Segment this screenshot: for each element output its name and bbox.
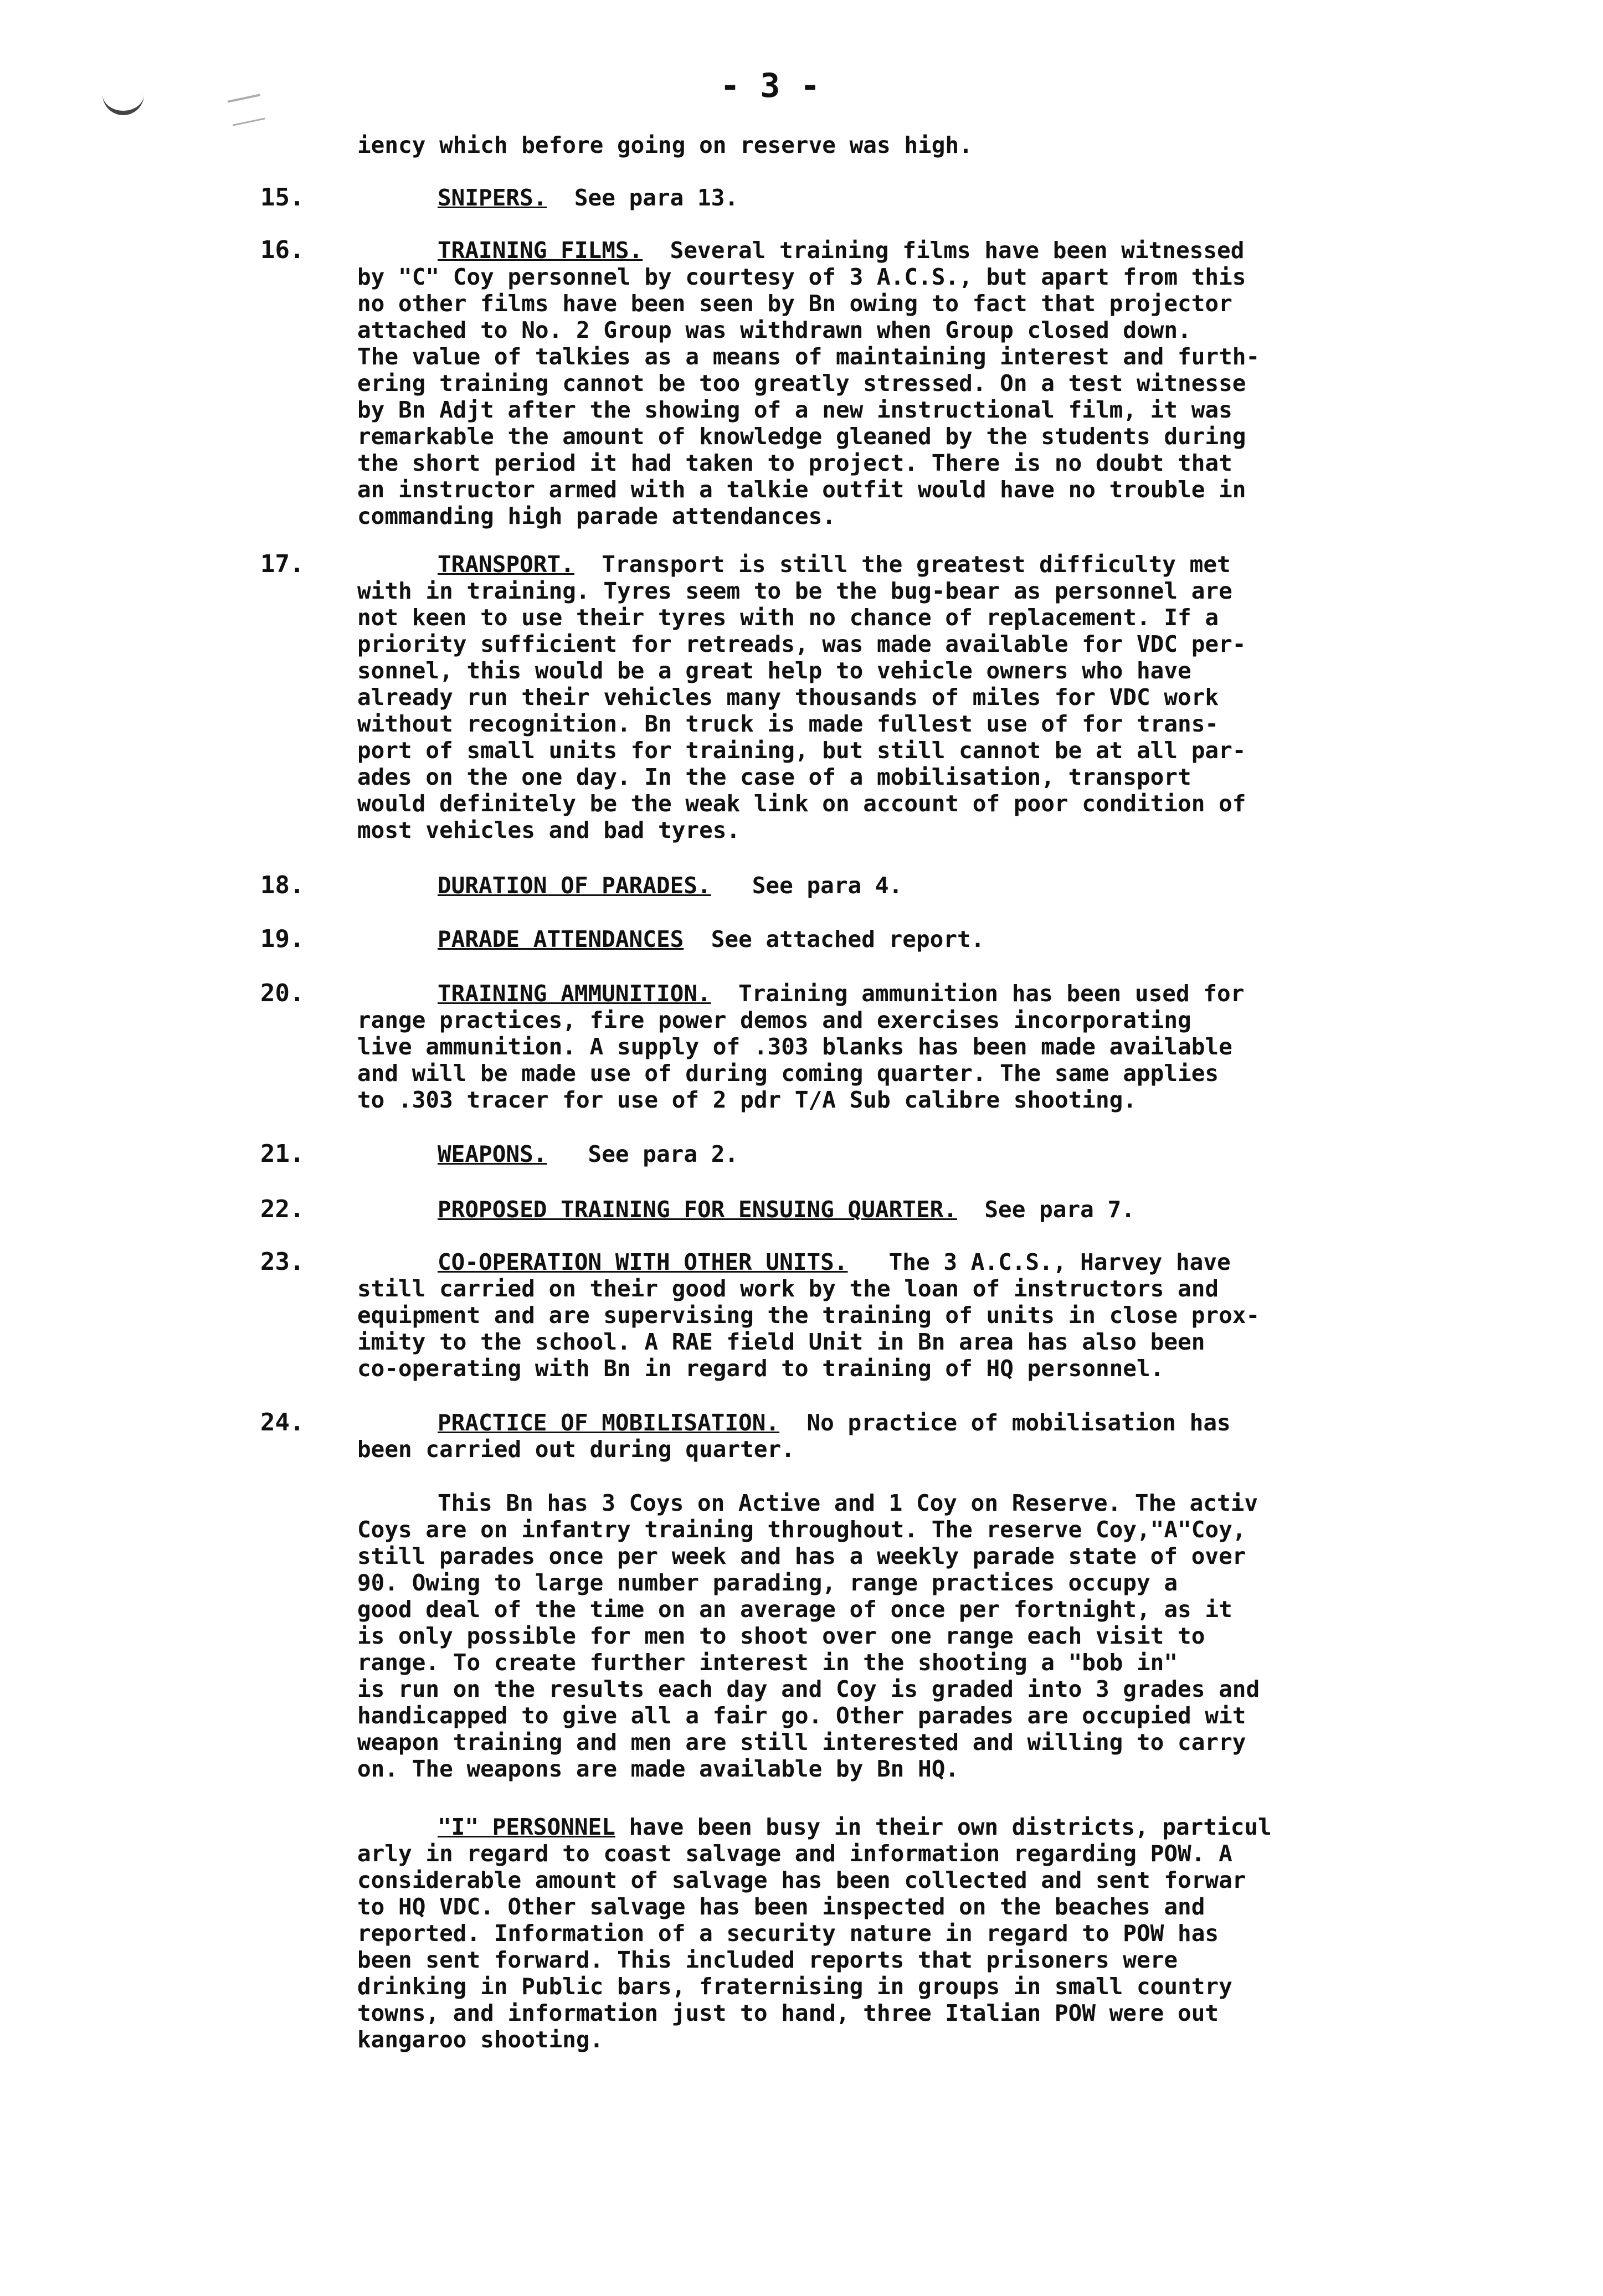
para-text: No practice of mobilisation has xyxy=(806,1409,1231,1436)
para-line: would definitely be the weak link on account of poor condition of xyxy=(357,790,1246,817)
para-line: drinking in Public bars, fraternising in groups in small country xyxy=(357,1973,1232,2000)
para-number-23: 23. xyxy=(260,1248,305,1276)
para-number-15: 15. xyxy=(260,183,305,212)
para-line: most vehicles and bad tyres. xyxy=(357,817,741,843)
para-line: by Bn Adjt after the showing of a new instructional film, it was xyxy=(357,397,1232,423)
para-line: ades on the one day. In the case of a mobilisation, transport xyxy=(357,764,1191,790)
body-paragraph-personnel xyxy=(357,1814,1404,2053)
hole-punch-mark xyxy=(102,83,144,115)
para-number-19: 19. xyxy=(260,925,305,953)
para-line: arly in regard to coast salvage and information regarding POW. A xyxy=(357,1840,1232,1867)
para-line: still parades once per week and has a weekly parade state of over xyxy=(357,1543,1246,1569)
page-number: - 3 - xyxy=(720,66,820,105)
paragraph-24 xyxy=(357,1409,1404,1463)
para-line: kangaroo shooting. xyxy=(357,2026,604,2053)
para-line: live ammunition. A supply of .303 blanks has been made available xyxy=(357,1033,1232,1060)
para-line: without recognition. Bn truck is made fullest use of for trans- xyxy=(357,711,1219,737)
para-line: The value of talkies as a means of maintaining interest and furth- xyxy=(357,343,1260,370)
para-line: sonnel, this would be a great help to vehicle owners who have xyxy=(357,657,1191,684)
para-text: The 3 A.C.S., Harvey have xyxy=(888,1249,1231,1275)
para-text: Several training films have been witnessed xyxy=(670,237,1245,264)
para-line: no other films have been seen by Bn owing to fact that projector xyxy=(357,290,1232,317)
para-heading: "I" PERSONNEL xyxy=(438,1814,615,1840)
paragraph-20 xyxy=(357,980,1404,1113)
continuation-line: iency which before going on reserve was high. xyxy=(357,132,973,158)
para-heading: TRAINING FILMS. xyxy=(438,237,643,264)
para-text: Transport is still the greatest difficulty met xyxy=(602,551,1231,578)
para-line: been carried out during quarter. xyxy=(357,1436,795,1463)
paragraph-19 xyxy=(357,926,1404,953)
para-line: imity to the school. A RAE field Unit in Bn area has also been xyxy=(357,1329,1205,1355)
paragraph-21 xyxy=(357,1141,1404,1167)
para-text: See para 4. xyxy=(752,872,903,899)
para-line: co-operating with Bn in regard to training of HQ personnel. xyxy=(357,1355,1164,1382)
para-line: Coys are on infantry training throughout. The reserve Coy,"A"Coy, xyxy=(357,1516,1246,1543)
para-line: not keen to use their tyres with no chance of replacement. If a xyxy=(357,604,1219,631)
paragraph-16 xyxy=(357,237,1404,529)
para-line: is run on the results each day and Coy is graded into 3 grades and xyxy=(357,1676,1260,1702)
para-heading: CO-OPERATION WITH OTHER UNITS. xyxy=(438,1249,848,1275)
para-line: still carried on their good work by the loan of instructors and xyxy=(357,1275,1219,1302)
para-line: good deal of the time on an average of once per fortnight, as it xyxy=(357,1596,1232,1623)
para-text: See para 7. xyxy=(984,1196,1135,1223)
para-number-18: 18. xyxy=(260,871,305,899)
para-line: on. The weapons are made available by Bn HQ. xyxy=(357,1756,959,1782)
para-number-17: 17. xyxy=(260,550,305,578)
ink-mark xyxy=(228,94,265,126)
para-text: have been busy in their own districts, particul xyxy=(629,1814,1272,1840)
para-number-20: 20. xyxy=(260,979,305,1007)
para-text: Training ammunition has been used for xyxy=(738,980,1245,1007)
para-line: is only possible for men to shoot over one range each visit to xyxy=(357,1623,1205,1649)
para-line: commanding high parade attendances. xyxy=(357,503,836,529)
para-line: weapon training and men are still interested and willing to carry xyxy=(357,1729,1246,1756)
para-line: considerable amount of salvage has been collected and sent forwar xyxy=(357,1867,1246,1893)
para-line: by "C" Coy personnel by courtesy of 3 A.C.S., but apart from this xyxy=(357,264,1246,290)
para-line: remarkable the amount of knowledge gleaned by the students during xyxy=(357,423,1246,450)
para-number-24: 24. xyxy=(260,1408,305,1437)
para-line: range practices, fire power demos and exercises incorporating xyxy=(357,1007,1191,1033)
para-text: See para 13. xyxy=(574,184,739,211)
para-line: towns, and information just to hand, three Italian POW were out xyxy=(357,2000,1219,2026)
para-heading: SNIPERS. xyxy=(438,184,547,211)
para-line: been sent forward. This included reports that prisoners were xyxy=(357,1947,1178,1973)
para-line: the short period it had taken to project. There is no doubt that xyxy=(357,450,1232,476)
para-line: equipment and are supervising the training of units in close prox- xyxy=(357,1302,1260,1329)
para-heading: PARADE ATTENDANCES xyxy=(438,926,684,953)
para-line: with in training. Tyres seem to be the bug-bear as personnel are xyxy=(357,578,1232,604)
para-text: See attached report. xyxy=(711,926,985,953)
paragraph-23 xyxy=(357,1249,1404,1382)
paragraph-17 xyxy=(357,551,1404,843)
para-line: reported. Information of a security nature in regard to POW has xyxy=(357,1920,1219,1947)
body-paragraph-coys xyxy=(357,1490,1404,1782)
para-heading: PROPOSED TRAINING FOR ENSUING QUARTER. xyxy=(438,1196,957,1223)
para-line: an instructor armed with a talkie outfit would have no trouble in xyxy=(357,476,1246,503)
para-heading: DURATION OF PARADES. xyxy=(438,872,711,899)
para-line: ering training cannot be too greatly stressed. On a test witnesse xyxy=(357,370,1246,397)
para-line: already run their vehicles many thousands of miles for VDC work xyxy=(357,684,1219,711)
para-heading: TRANSPORT. xyxy=(438,551,574,578)
para-heading: TRAINING AMMUNITION. xyxy=(438,980,711,1007)
para-heading: WEAPONS. xyxy=(438,1141,547,1167)
para-line: to .303 tracer for use of 2 pdr T/A Sub calibre shooting. xyxy=(357,1087,1137,1113)
para-line: attached to No. 2 Group was withdrawn when Group closed down. xyxy=(357,317,1191,343)
para-line: handicapped to give all a fair go. Other parades are occupied wit xyxy=(357,1702,1246,1729)
para-line: and will be made use of during coming quarter. The same applies xyxy=(357,1060,1219,1087)
para-line: to HQ VDC. Other salvage has been inspected on the beaches and xyxy=(357,1893,1205,1920)
paragraph-18 xyxy=(357,872,1404,899)
paragraph-22 xyxy=(357,1196,1404,1223)
para-line: port of small units for training, but still cannot be at all par- xyxy=(357,737,1246,764)
para-line: priority sufficient for retreads, was made available for VDC per- xyxy=(357,631,1246,657)
para-number-21: 21. xyxy=(260,1140,305,1168)
para-line: 90. Owing to large number parading, range practices occupy a xyxy=(357,1569,1178,1596)
paragraph-15 xyxy=(357,184,1404,211)
para-heading: PRACTICE OF MOBILISATION. xyxy=(438,1409,780,1436)
para-text: See para 2. xyxy=(588,1141,739,1167)
para-number-16: 16. xyxy=(260,236,305,264)
para-number-22: 22. xyxy=(260,1195,305,1223)
para-line: range. To create further interest in the shooting a "bob in" xyxy=(357,1649,1178,1676)
para-line: This Bn has 3 Coys on Active and 1 Coy on Reserve. The activ xyxy=(438,1490,1258,1516)
